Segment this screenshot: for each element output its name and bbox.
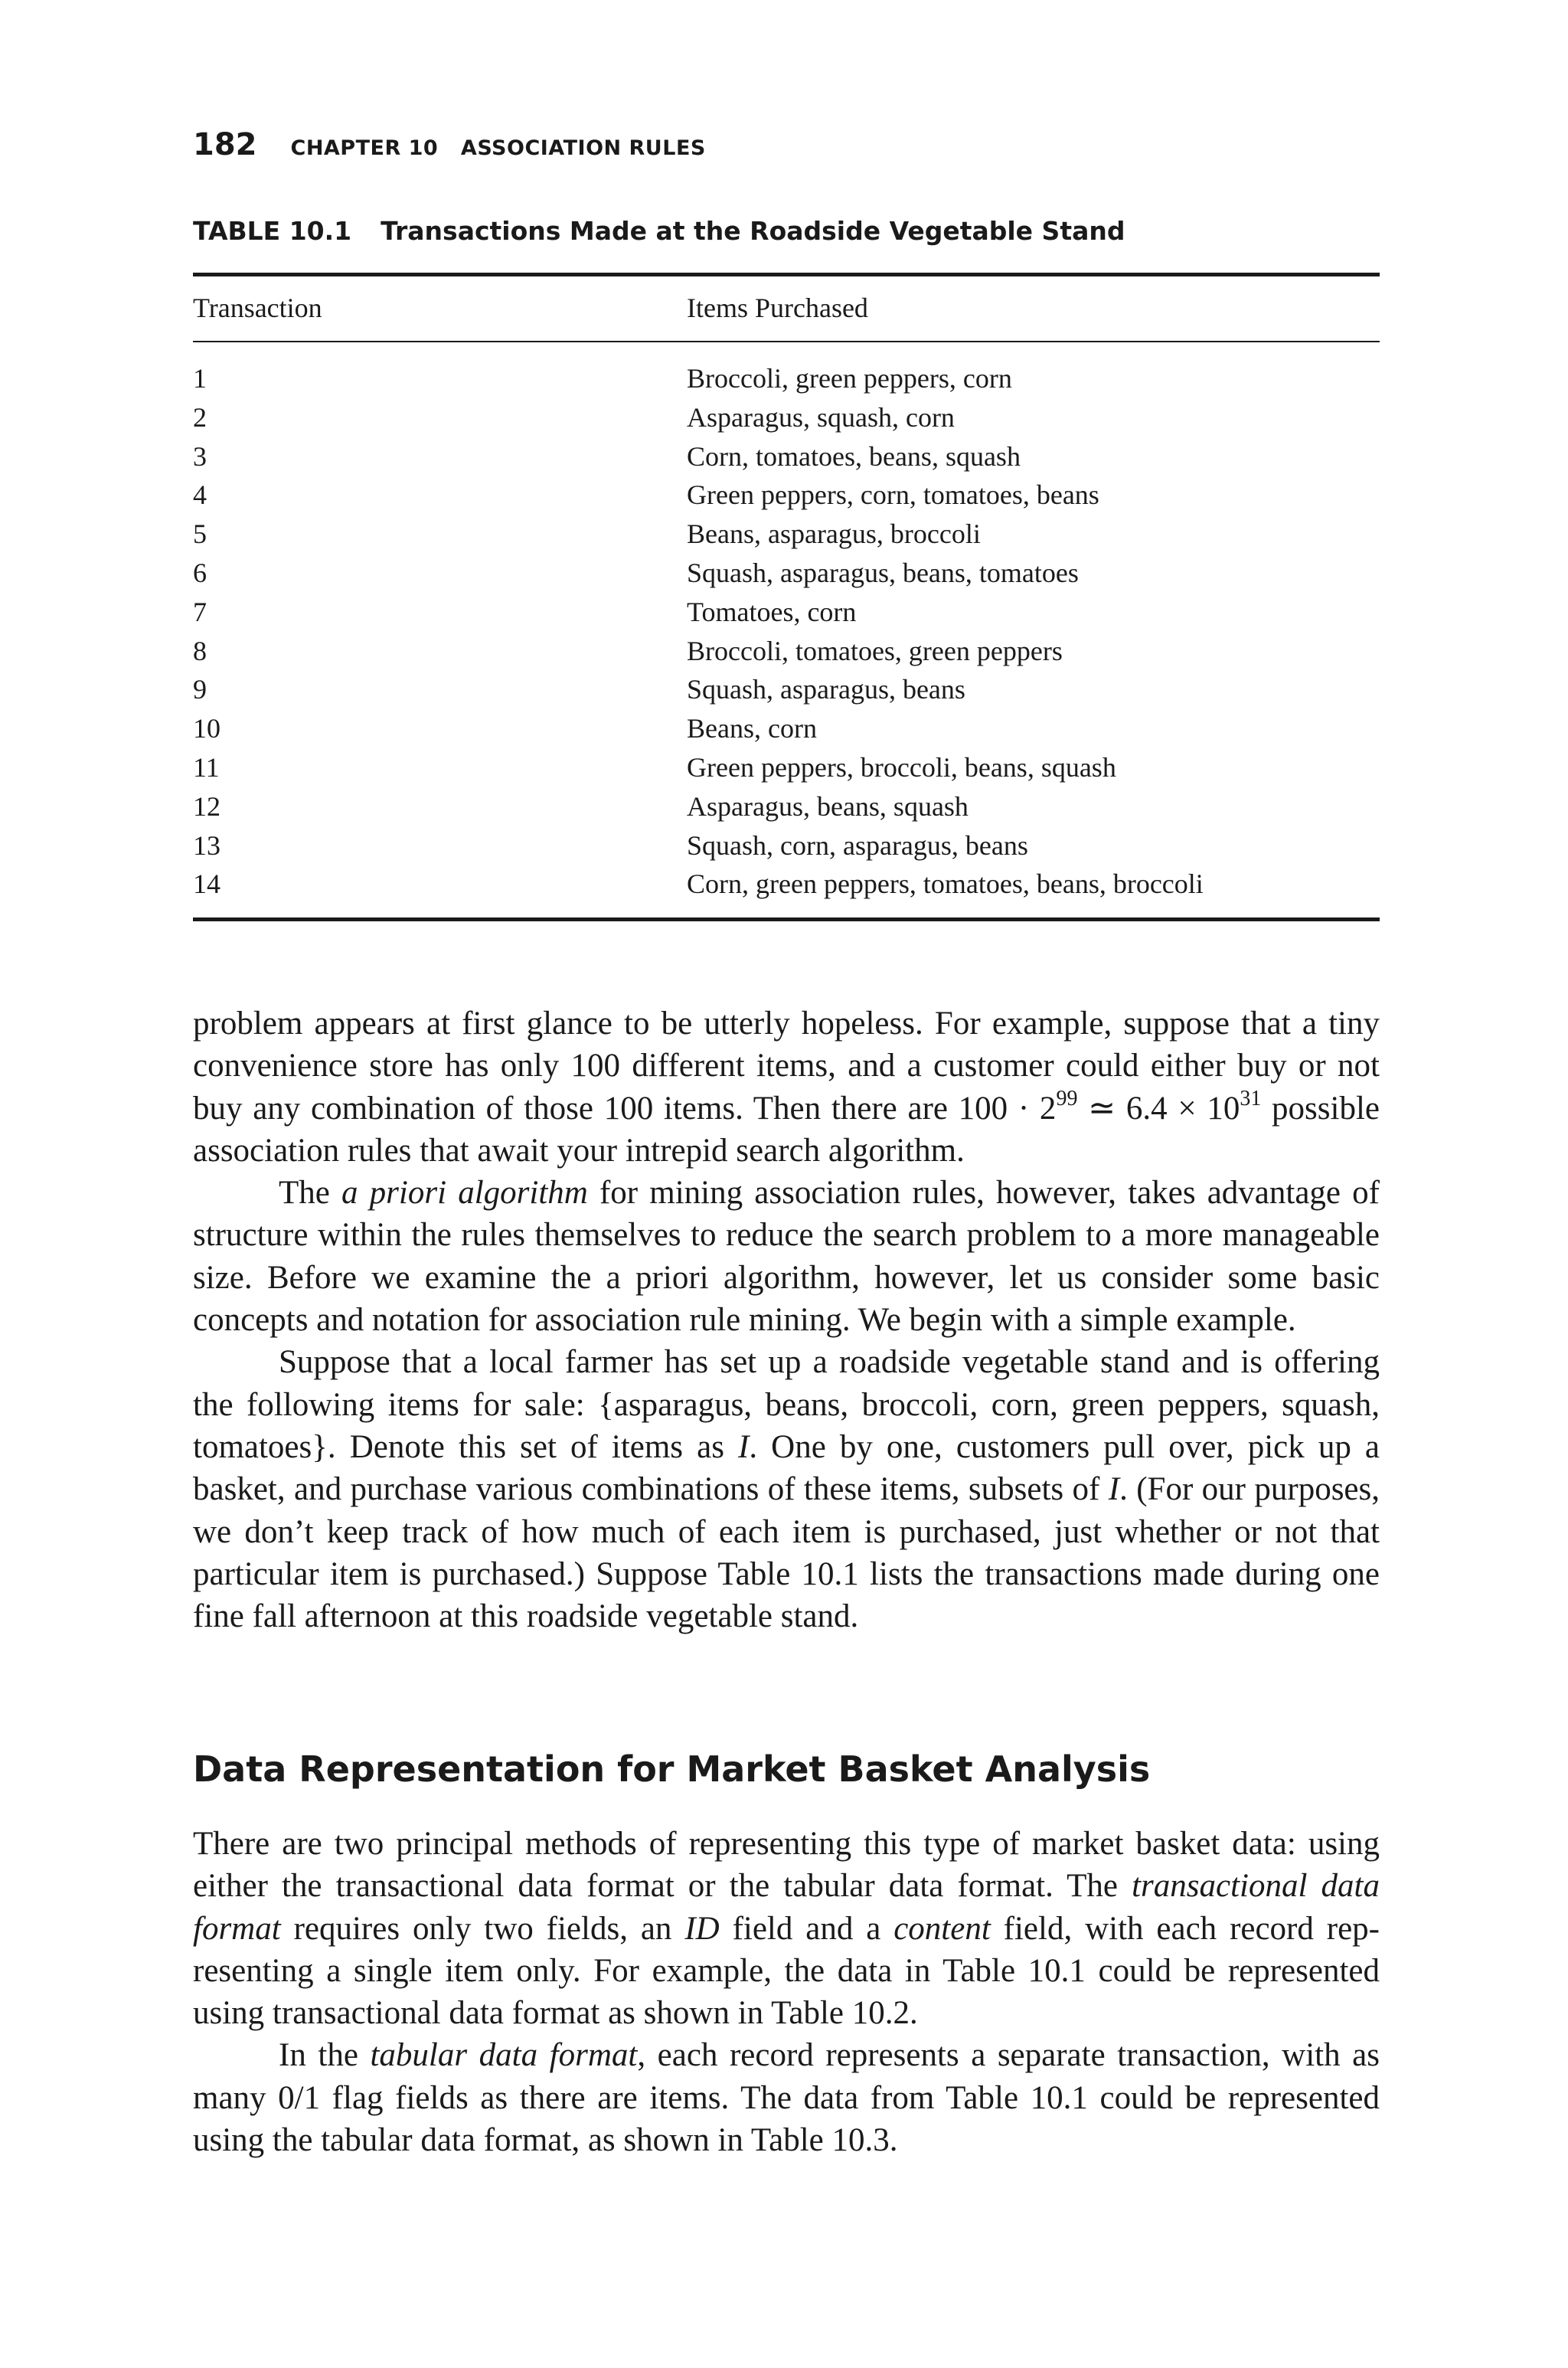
- text-run: field, with each record representing a single item only. For example, the data in Table 10.1 could be represented using transactional data format as shown in Table 10.2.: [193, 1910, 1380, 2032]
- items-purchased: Green peppers, corn, tomatoes, beans: [687, 479, 1099, 511]
- table-row: [193, 515, 1380, 554]
- table-row: [193, 476, 1380, 515]
- paragraph: [193, 1172, 1380, 1341]
- table-body: [193, 342, 1380, 917]
- text-run: possible association rules that await your intrepid search algorithm.: [193, 1090, 1380, 1169]
- emphasis: ID: [684, 1910, 720, 1947]
- table-row: [193, 865, 1380, 904]
- paragraph: [193, 1341, 1380, 1637]
- section-heading: Data Representation for Market Basket Analysis: [193, 1748, 1151, 1790]
- table-row: [193, 593, 1380, 632]
- column-header-transaction: Transaction: [193, 293, 322, 323]
- text-run: ≃ 6.4 × 10: [1077, 1090, 1240, 1127]
- table-label: TABLE 10.1: [193, 216, 352, 246]
- text-run: for mining association rules, however, takes advantage of structure within the rules themselves to reduce the search problem to a more manageable size. Before we examine the a priori algorithm, however, let us consider some basic concepts and notation for association rule mining. We begin with a simple example.: [193, 1175, 1380, 1339]
- table-title: Transactions Made at the Roadside Vegetable Stand: [381, 216, 1125, 246]
- table-row: [193, 709, 1380, 748]
- transaction-id: 1: [193, 363, 207, 394]
- transaction-id: 6: [193, 557, 207, 588]
- body-section-intro: [193, 1002, 1380, 1637]
- items-purchased: Squash, asparagus, beans: [687, 674, 965, 705]
- text-run: Suppose that a local farmer has set up a roadside vegetable stand and is offering the following items for sale: {asparagus, beans, broccoli, corn, green peppers, squash, tomatoes}. Denote this set of items as: [193, 1344, 1380, 1465]
- table-row: [193, 748, 1380, 787]
- superscript: 31: [1240, 1086, 1262, 1110]
- text-run: problem appears at first glance to be utterly hopeless. For example, suppose that a tiny convenience store has only 100 different items, and a customer could either buy or not buy any combination of those 100 items. Then there are 100 · 2: [193, 1006, 1380, 1127]
- running-header: [193, 127, 706, 162]
- table-row: [193, 437, 1380, 476]
- emphasis: I: [738, 1428, 750, 1465]
- transaction-id: 3: [193, 440, 207, 472]
- table-caption: [193, 216, 1125, 246]
- emphasis: a priori algorithm: [341, 1175, 588, 1212]
- paragraph: [193, 1002, 1380, 1172]
- items-purchased: Asparagus, squash, corn: [687, 401, 955, 433]
- table-row: [193, 398, 1380, 437]
- transaction-id: 10: [193, 713, 220, 744]
- body-section-data-representation: [193, 1823, 1380, 2161]
- items-purchased: Corn, green peppers, tomatoes, beans, broccoli: [687, 868, 1204, 900]
- emphasis: I: [1108, 1471, 1120, 1508]
- items-purchased: Squash, corn, asparagus, beans: [687, 829, 1028, 861]
- chapter-title: CHAPTER 10 ASSOCIATION RULES: [290, 136, 706, 160]
- text-run: There are two principal methods of representing this type of market basket data: using either the transactional data format or the tabular data format. The: [193, 1826, 1380, 1905]
- emphasis: transactional data format: [193, 1868, 1380, 1947]
- transaction-id: 4: [193, 479, 207, 511]
- text-run: . (For our purposes, we don’t keep track of how much of each item is purchased, just whether or not that particular item is purchased.) Suppose Table 10.1 lists the transactions made during one fine fall afternoon at this roadside vegetable stand.: [193, 1471, 1380, 1635]
- transaction-id: 2: [193, 401, 207, 433]
- transaction-id: 8: [193, 635, 207, 666]
- paragraph: [193, 2034, 1380, 2161]
- table-row: [193, 787, 1380, 826]
- items-purchased: Beans, asparagus, broccoli: [687, 518, 981, 550]
- items-purchased: Broccoli, green peppers, corn: [687, 363, 1012, 394]
- transactions-table: [193, 273, 1380, 921]
- emphasis: content: [893, 1910, 991, 1947]
- transaction-id: 7: [193, 596, 207, 627]
- table-row: [193, 632, 1380, 671]
- text-run: field and a: [719, 1910, 894, 1947]
- superscript: 99: [1056, 1086, 1078, 1110]
- table-row: [193, 554, 1380, 593]
- table-header-row: [193, 276, 1380, 341]
- items-purchased: Green peppers, broccoli, beans, squash: [687, 751, 1116, 783]
- transaction-id: 11: [193, 751, 220, 783]
- column-header-items: Items Purchased: [687, 293, 868, 323]
- text-run: requires only two fields, an: [280, 1910, 685, 1947]
- text-run: , each record represents a separate transaction, with as many 0/1 flag fields as there are items. The data from Table 10.1 could be represented using the tabular data format, as shown in Table 10.3.: [193, 2037, 1380, 2159]
- transaction-id: 9: [193, 674, 207, 705]
- paragraph: [193, 1823, 1380, 2034]
- table-row: [193, 826, 1380, 865]
- transaction-id: 5: [193, 518, 207, 550]
- items-purchased: Tomatoes, corn: [687, 596, 857, 627]
- text-run: . One by one, customers pull over, pick up a basket, and purchase various combinations of these items, subsets of: [193, 1428, 1380, 1508]
- text-run: In the: [279, 2037, 371, 2074]
- transaction-id: 12: [193, 790, 220, 822]
- items-purchased: Asparagus, beans, squash: [687, 790, 969, 822]
- items-purchased: Corn, tomatoes, beans, squash: [687, 440, 1021, 472]
- emphasis: tabular data format: [370, 2037, 638, 2074]
- items-purchased: Squash, asparagus, beans, tomatoes: [687, 557, 1079, 588]
- text-run: The: [279, 1175, 342, 1212]
- table-bottom-rule: [193, 917, 1380, 921]
- page-number: 182: [193, 127, 257, 162]
- table-row: [193, 670, 1380, 709]
- transaction-id: 14: [193, 868, 220, 900]
- items-purchased: Beans, corn: [687, 713, 817, 744]
- transaction-id: 13: [193, 829, 220, 861]
- items-purchased: Broccoli, tomatoes, green peppers: [687, 635, 1063, 666]
- table-row: [193, 359, 1380, 398]
